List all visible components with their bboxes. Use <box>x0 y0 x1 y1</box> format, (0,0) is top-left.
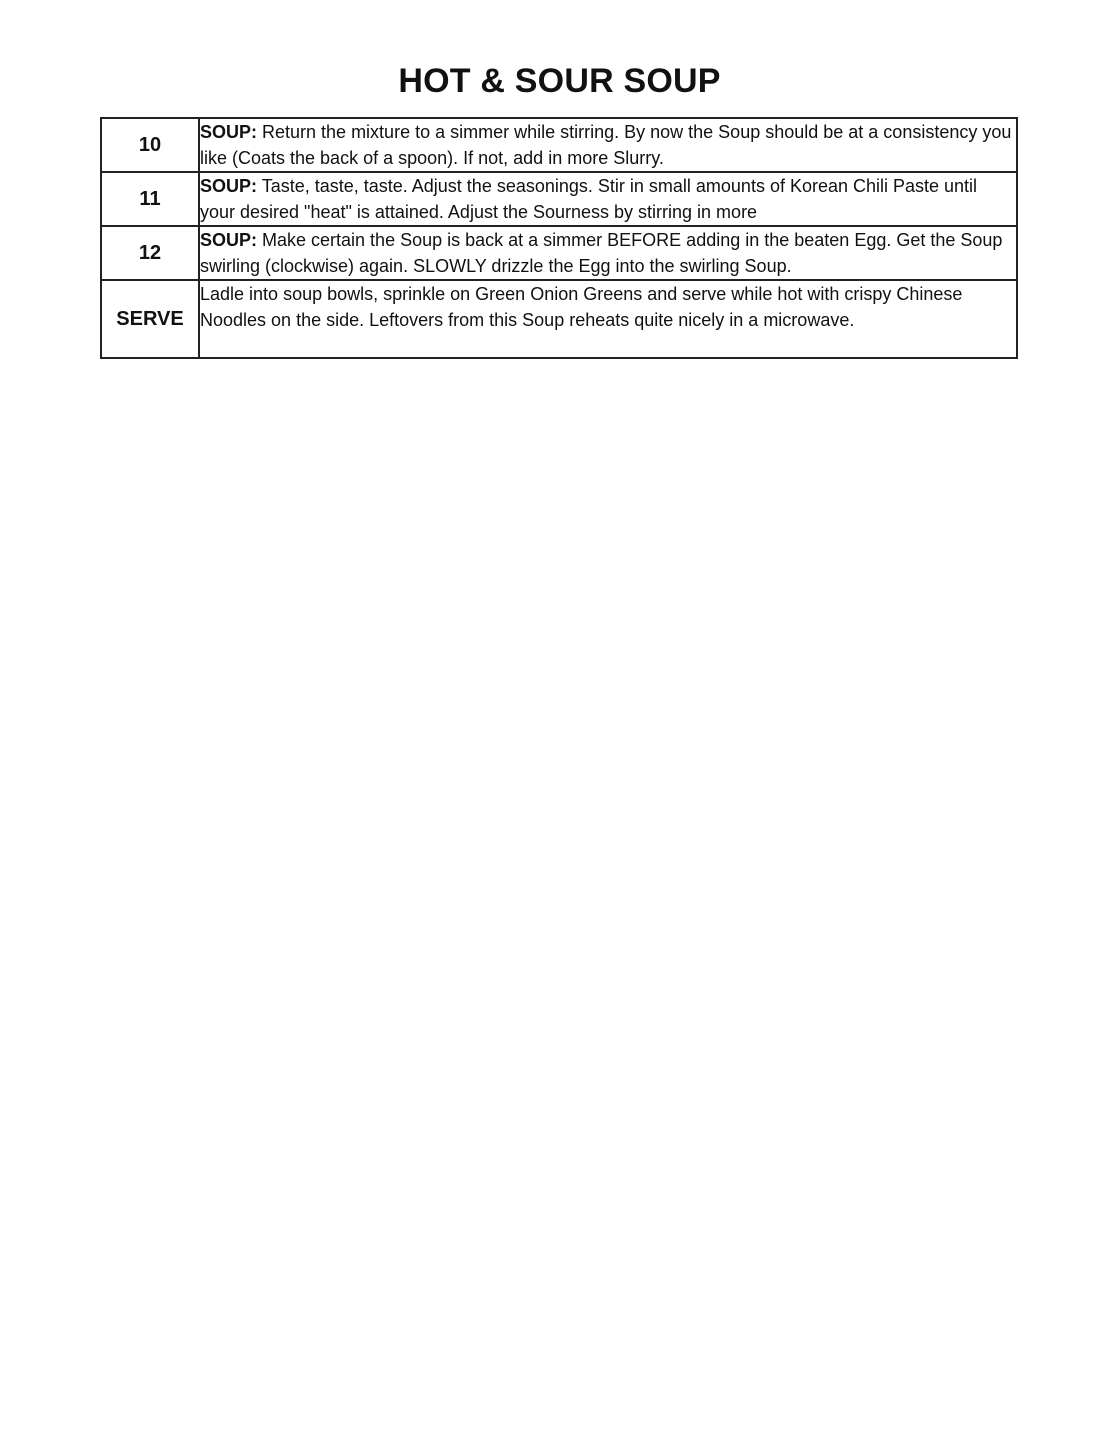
step-number: 10 <box>101 118 199 172</box>
step-text: Make certain the Soup is back at a simmer BEFORE adding in the beaten Egg. Get the Soup swirling (clockwise) again. SLOWLY drizzle the Egg into the swirling Soup. <box>200 230 1003 276</box>
page-title: HOT & SOUR SOUP <box>398 62 721 100</box>
step-label: SOUP: <box>200 176 258 196</box>
table-row <box>101 226 1017 280</box>
table-row <box>101 172 1017 226</box>
step-instruction <box>199 118 1017 172</box>
step-label: SOUP: <box>200 230 258 250</box>
step-instruction <box>199 172 1017 226</box>
step-instruction <box>199 226 1017 280</box>
step-text: Ladle into soup bowls, sprinkle on Green Onion Greens and serve while hot with crispy Chinese Noodles on the side. Leftovers from this Soup reheats quite nicely in a microwave. <box>200 284 963 330</box>
step-number: 11 <box>101 172 199 226</box>
table-row <box>101 280 1017 358</box>
step-label: SOUP: <box>200 122 258 142</box>
step-text: Taste, taste, taste. Adjust the seasonings. Stir in small amounts of Korean Chili Paste until your desired "heat" is attained. Adjust the Sourness by stirring in more <box>200 176 978 222</box>
table-row <box>101 118 1017 172</box>
recipe-steps-table <box>100 117 1018 359</box>
step-number: 12 <box>101 226 199 280</box>
step-number: SERVE <box>101 280 199 358</box>
step-instruction <box>199 280 1017 358</box>
step-text: Return the mixture to a simmer while stirring. By now the Soup should be at a consistency you like (Coats the back of a spoon). If not, add in more Slurry. <box>200 122 1012 168</box>
